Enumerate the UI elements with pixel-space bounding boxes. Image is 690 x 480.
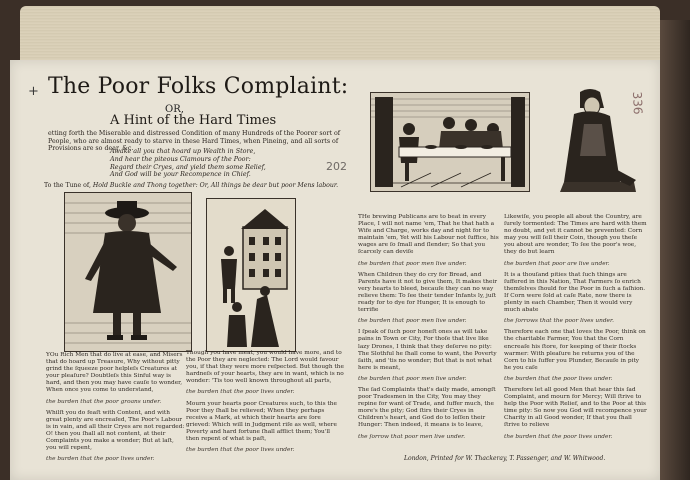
refrain: the ſorrows that the poor lives under. xyxy=(504,318,614,325)
refrain: the burden that poor men live under. xyxy=(358,260,467,267)
stanza: Likewiſe, you people all about the Country, are ſurely tormented: The Times are hard with them no doubt, and yet it cannot be prevented: Corn may you will ſell their Coin, though you theſe you about are wonder, To ſee the poor's woe, they do but learn xyxy=(504,214,647,256)
refrain: the burden that poor are live under. xyxy=(504,260,610,267)
refrain: the burden that poor men live under. xyxy=(358,318,467,325)
stanza: Therefore each one that loves the Poor, think on the charitable Farmer, You that the Corn encreaſe his ſtore, for keeping of their ſtocks warmer: With pleaſure he returns you of the Corn to his ſuffer you Plunder, Becauſe in pity he you caſe xyxy=(504,329,646,371)
stanza: It is a thouſand pities that ſuch things are ſuffered in this Nation, That Farmers ſo enrich themſelves ſhould for the Poor in ſuch a faſhion. If Corn were ſold at caſe Rate, now there is plenty in each Chamber, Then it would very much abate xyxy=(504,271,646,314)
page-edges xyxy=(20,6,660,62)
tune-name: Hold Buckle and Thong together xyxy=(92,182,196,189)
stanza: Though you have meat, you would have more, and to the Poor they are neglected: The Lord would favour you, if that they were more reſpected. But though the hardneſs of your hearts, they are in want, which is no wonder: 'Tis too well known throughout all parts, xyxy=(186,350,344,385)
stanza: Mourn your hearts poor Creatures such, to this the Poor they ſhall be relieved; When they perhaps receive a Mark, at which their hearts are ſore grieved: Which will in Judgment riſe as well, where Poverty and hard fortune ſhall afflict them; You'll then repent of what is paſt, xyxy=(186,400,337,443)
broadside-subtitle: A Hint of the Hard Times xyxy=(110,113,277,128)
woodcut-gentleman xyxy=(64,192,192,352)
refrain: the burden that the poor lives under. xyxy=(46,456,155,463)
refrain: the burden that the poor lives under. xyxy=(504,433,613,440)
binding-edge xyxy=(660,20,690,480)
stanza: Whilſt you do feaſt with Content, and with great plenty are encreaſed, The Poor's Labour is in vain, and all their Cryes are not regarded: O! then you ſhall all not content, at their Complaints you make a wonder; But at laſt, you will repent, xyxy=(46,409,185,452)
pencil-number: 202 xyxy=(326,160,347,173)
intro-verse-line: Regard their Cryes, and yield them some Relief, xyxy=(110,162,266,171)
stanza: Therefore let all good Men that hear this ſad Complaint, and mourn for Mercy; Will ſtrive to help the Poor with Relief, and to the Poor at this time pity: So now you God will recompence your Charity in all Good wonder, If that you ſhall ſtrive to relieve xyxy=(504,386,647,429)
refrain: the ſorrow that poor men live under. xyxy=(358,433,466,440)
refrain: the burden that poor men live under. xyxy=(358,375,467,382)
verse-column-1 xyxy=(46,352,186,467)
folio-number: 336 xyxy=(630,91,645,115)
verse-column-4 xyxy=(504,214,648,445)
woodcut-town-scene xyxy=(206,198,296,352)
verse-column-2 xyxy=(186,350,344,458)
tune-prefix: To the Tune of, xyxy=(44,182,91,189)
title-or: OR, xyxy=(165,104,184,115)
intro-verse-line: Awake all you that hoard up Wealth in Store, xyxy=(110,147,256,155)
margin-mark: + xyxy=(28,84,39,99)
intro-text: etting forth the Miserable and distressed Condition of many Hundreds of the Poorer sort of People, who are almost ready to starve in these Hard Times, when Pineing, and all sorts of Provisions are so dear, &c. xyxy=(48,130,341,152)
woodcut-dinner-table xyxy=(370,92,530,192)
stanza: THe brewing Publicans are to beat in every Place, I will not name 'em, That he that hath a Wife and Charge, works day and night for to maintain 'em, Yet will his Labour not ſuffice, his wages are ſo ſmall and ſlender; So that you ſcarcely can deviſe xyxy=(358,214,499,256)
broadside-title: The Poor Folks Complaint: xyxy=(48,74,349,99)
intro-verse-line: And hear the piteous Clamours of the Poor: xyxy=(110,154,251,163)
stanza: YOu Rich Men that do live at ease, and Misers that do hoard up Treasure, Why without pitty grind the ſqueeze poor helpleſs Creatures at your pleaſure? Doubtleſs this Sinful way is hard, and then you may have cauſe to wonder, When once you come to understand, xyxy=(46,352,183,394)
refrain: the burden that the poor lives under. xyxy=(186,447,295,454)
refrain: the burden that the poor groans under. xyxy=(46,398,162,405)
tune-alt: : Or, All things be dear but poor Mens labour. xyxy=(195,182,339,189)
printer-imprint: London, Printed for W. Thackeray, T. Passenger, and W. Whitwood. xyxy=(404,455,606,462)
stanza: The ſad Complaints that's daily made, amongſt poor Tradesmen in the City, You may they repine for want of Trade, and ſuffer much, the more's the pity; God ſtirs their Cryes in Children's heart, and God do to leſſen their Hunger: Then indeed, it means is to leave, xyxy=(358,386,496,429)
woodcut-woman xyxy=(550,86,642,196)
intro-verse xyxy=(110,148,266,179)
stanza: When Children they do cry for Bread, and Parents have it not to give them, It makes their very hearts to bleed, becauſe they can no way relieve them: To ſee their tender Infants ly, juſt ready for to dye for Hunger, It is enough to terrifie xyxy=(358,271,498,314)
refrain: the burden that the poor lives under. xyxy=(186,389,295,396)
refrain: the burden that the poor lives under. xyxy=(504,375,613,382)
intro-verse-line: And God will be your Recompence in Chief. xyxy=(110,170,251,179)
tune-line xyxy=(44,182,364,189)
stanza: I ſpeak of ſuch poor honeſt ones as will take pains in Town or City, For thoſe that live like lazy Drones, I think that they deſerve no pity: The Slothful he ſhall come to want, the Poverty ſaith, and 'tis no wonder; But that is not what here is meant, xyxy=(358,329,497,371)
verse-column-3 xyxy=(358,214,500,445)
